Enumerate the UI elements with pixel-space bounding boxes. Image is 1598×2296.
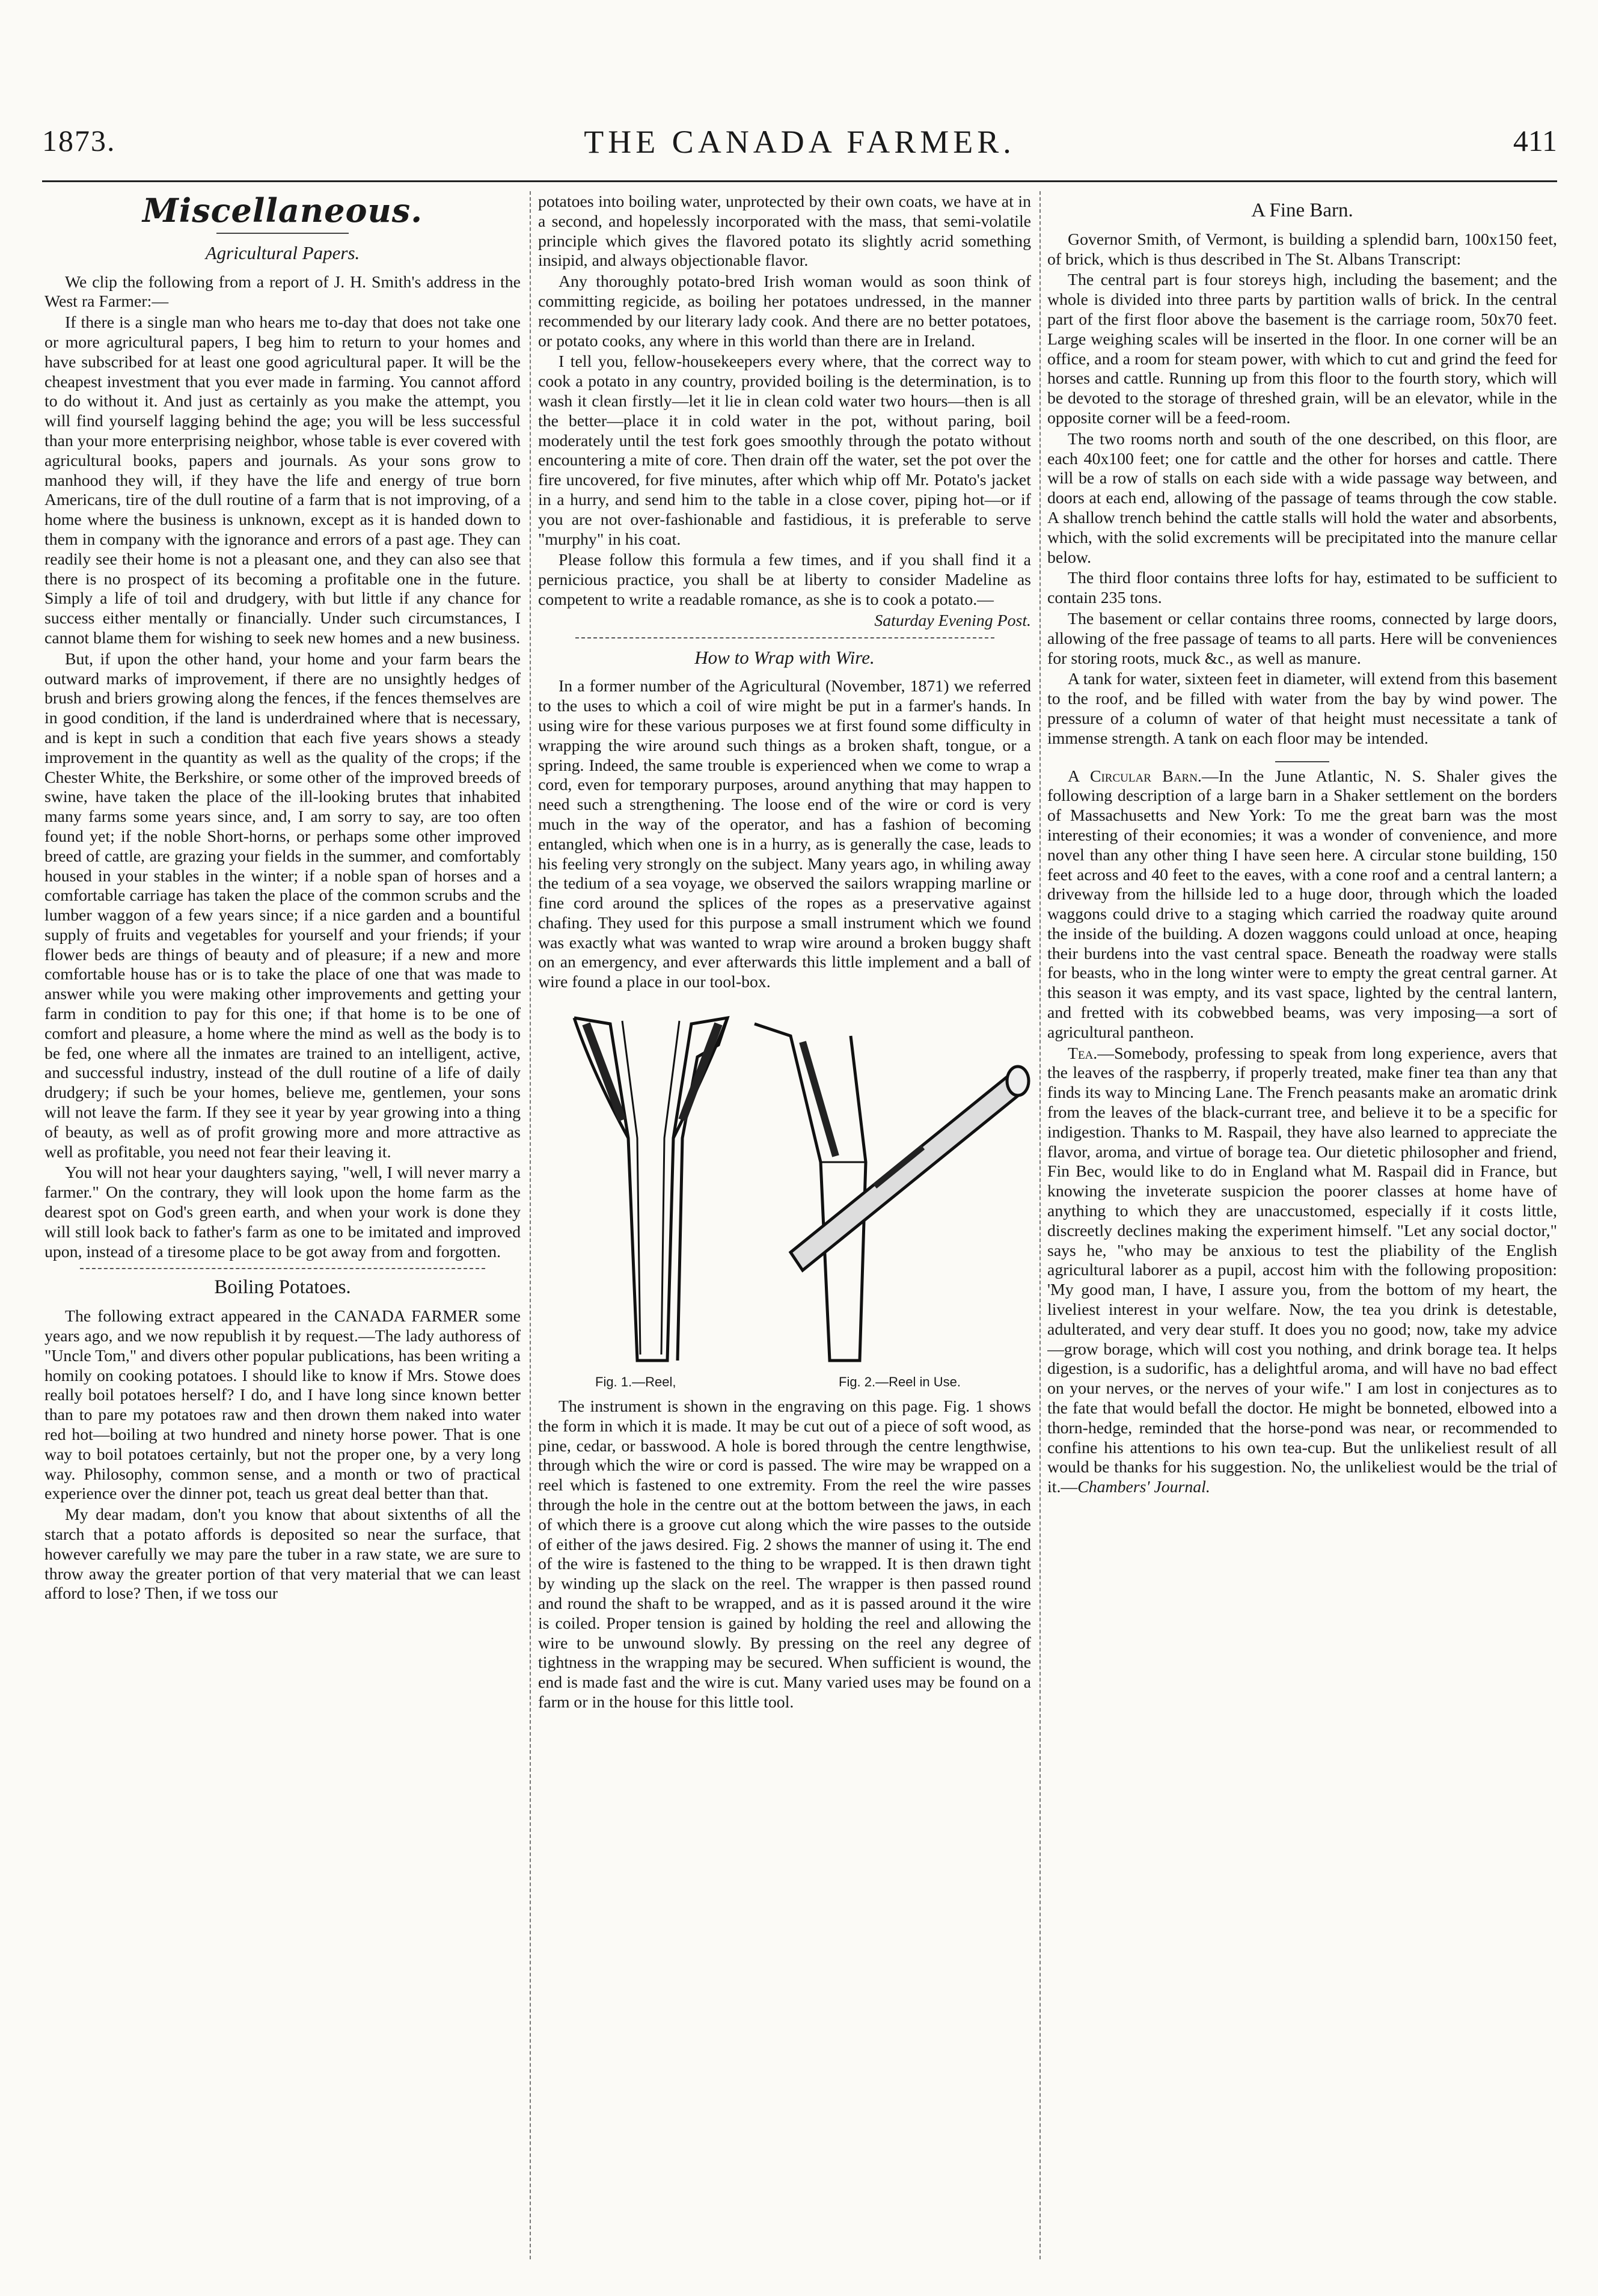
article-intro: We clip the following from a report of J. H. Smith's address in the West ra Farmer:— (44, 272, 521, 311)
article-paragraph: In a former number of the Agricultural (November, 1871) we referred to the uses to which a coil of wire might be put in a farmer's hands. In using wire for these various purposes we at first found some difficulty in wrapping the wire around such things as a broken shaft, tongue, or a spring. Indeed, the same trouble is experienced when we come to wrap a cord, even for temporary purposes, around anything that may happen to need such a strengthening. The loose end of the wire or cord is very much in the way of the operator, and has a fashion of becoming entangled, which when one is in a hurry, as is generally the case, leads to his feeling very strongly on the subject. Many years ago, in whiling away the tedium of a sea voyage, we observed the sailors wrapping marline or fine cord around the splices of the ropes as a preservative against chafing. They used for this purpose a small instrument which we found was exactly what was wanted to wrap wire around a broken buggy shaft on an emergency, and ever afterwards this little implement and a ball of wire found a place in our tool-box. (538, 677, 1031, 992)
figure-caption: Fig. 2.—Reel in Use. (839, 1374, 961, 1390)
fig2-reel-in-use (755, 1024, 1029, 1361)
article-text: —In the June Atlantic, N. S. Shaler gives the following description of a large barn in a Shaker settlement on the borders of Massachusetts and New York: To me the great barn was the most interesting of their economies; it was a wonder of convenience, and more novel than any other thing I have seen here. A circular stone building, 150 feet across and 40 feet to the eaves, with a cone roof and a central lantern; a driveway from the hillside led to a huge door, through which the loaded waggons could drive to a staging which carried the roadway quite around the inside of the building. A dozen waggons could unload at once, heaping their burdens into the vast central space. Beneath the roadway were stalls for beasts, who in the long winter were to empty the great central garner. At this season it was empty, and its vast space, lighted by the central lantern, and fretted with its cobwebbed beams, was very imposing—a sort of agricultural pantheon. (1047, 767, 1557, 1042)
article-paragraph: If there is a single man who hears me to-day that does not take one or more agricultural papers, I beg him to return to your homes and have subscribed for at least one good agricultural paper. It will be the cheapest investment that you ever made in farming. You cannot afford to do without it. And just as certainly as you make the attempt, you will find yourself lagging behind the age; you will be less successful than your more enterprising neighbor, whose table is ever covered with agricultural books, papers and journals. As your sons grow to manhood they will, if they have the life and energy of true born Americans, tire of the dull routine of a farm that is not improving, of a home where the business is unknown, except as it is handed down to them in company with the ignorance and errors of a past age. They can readily see their home is not a pleasant one, and they can also see that there is no prospect of its becoming a profitable one in the future. Simply a life of toil and drudgery, with but little if any chance for success either mentally or financially. Under such circumstances, I cannot blame them for wishing to seek new homes and a new business. (44, 313, 521, 647)
article-paragraph: I tell you, fellow-housekeepers every where, that the correct way to cook a potato in any country, provided boiling is the determination, is to wash it clean firstly—let it lie in clean cold water two hours—then is all the better—place it in cold water in the pot, without paring, boil moderately until the test fork goes smoothly through the potato without encountering a mite of core. Then drain off the water, set the pot over the fire uncovered, for five minutes, after which whip off Mr. Potato's jacket in a hurry, and send him to the table in a close cover, piping hot—or if you are not over-fashionable and fastidious, it is preferable to serve "murphy" in his coat. (538, 352, 1031, 549)
reel-engraving (538, 1000, 1031, 1373)
article-paragraph: My dear madam, don't you know that about sixtenths of all the starch that a potato affords is deposited so near the surface, that however carefully we may pare the tuber in a raw state, we are sure to throw away the greater portion of that very material that we can least afford to lose? Then, if we toss our (44, 1505, 521, 1603)
article-paragraph: Please follow this formula a few times, and if you shall find it a pernicious practice, you shall be at liberty to consider Madeline as competent to write a readable romance, as she is to cook a potato.— (538, 551, 1031, 609)
article-source: Saturday Evening Post. (874, 611, 1031, 630)
column-3 (1047, 192, 1557, 2260)
article-paragraph: Governor Smith, of Vermont, is building a splendid barn, 100x150 feet, of brick, which is thus described in The St. Albans Transcript: (1047, 230, 1557, 269)
article-title-boiling-potatoes: Boiling Potatoes. (214, 1276, 351, 1299)
divider-rule (1275, 761, 1329, 762)
page-header (42, 123, 1557, 171)
column-2 (538, 192, 1031, 2260)
runin-heading: Tea. (1068, 1044, 1098, 1063)
article-title-agricultural-papers: Agricultural Papers. (205, 242, 360, 263)
article-text: —Somebody, professing to speak from long experience, avers that the leaves of the raspberry, if properly treated, make finer tea than any that finds its way to Mincing Lane. The French peasants make an aromatic drink from the leaves of the black-currant tree, and believe it to be a specific for indigestion. Thanks to M. Raspail, they have also learned to appreciate the flavor, aroma, and virtue of borage tea. Our dietetic philosopher and friend, Fin Bec, would like to do in England what M. Raspail did in France, but knowing the inveterate suspicion the poorer classes at home have of anything to which they are unaccustomed, especially if it costs little, discreetly declines making the experiment himself. "Let any social doctor," says he, "who may be anxious to test the pliability of the English agricultural laborer as a pupil, accost him with the following proposition: 'My good man, I have, I assure you, from the bottom of my heart, the liveliest interest in your welfare. Now, the tea you drink is detestable, adulterated, and very dear stuff. It does you no good; now, take my advice—grow borage, which will cost you nothing, and drink borage tea. It helps digestion, is a sudorific, has a delightful aroma, and will have no bad effect on your nerves, or the nerves of your wife." I am lost in conjectures as to the fate that would befall the doctor. He might be bonneted, elbowed into a thorn-hedge, reminded that the horse-pond was near, or recommended to confine his attentions to his own tea-cup. But the unlikeliest result of all would be thanks for his suggestion. No, the unlikeliest would be the trial of it.— (1047, 1044, 1557, 1497)
article-paragraph: The following extract appeared in the CANADA FARMER some years ago, and we now republish it by request.—The lady authoress of "Uncle Tom," and divers other popular publications, has been writing a homily on cooking potatoes. I should like to know if Mrs. Stowe does really boil potatoes herself? I do, and I have long since known better than to pare my potatoes raw and then drown them naked into water red hot—boiling at two hundred and ninety horse power. That is one way to boil potatoes certainly, but not the proper one, by a very long way. Philosophy, common sense, and a month or two of practical experience over the dinner pot, teach us great deal better than that. (44, 1307, 521, 1504)
article-paragraph: The basement or cellar contains three rooms, connected by large doors, allowing of the free passage of teams to all parts. Here will be conveniences for storing roots, muck &c., as well as manure. (1047, 609, 1557, 668)
article-paragraph: The instrument is shown in the engraving on this page. Fig. 1 shows the form in which it is made. It may be cut out of a piece of soft wood, as pine, cedar, or basswood. A hole is bored through the centre lengthwise, through which the wire or cord is passed. The wire may be wrapped on a reel which is fastened to one extremity. From the reel the wire passes through the hole in the centre out at the bottom between the jaws, in each of which there is a groove cut along which the wire passes to the outside of either of the jaws desired. Fig. 2 shows the manner of using it. The end of the wire is fastened to the thing to be wrapped. It is then drawn tight by winding up the slack on the reel. The wrapper is then passed round and round the shaft to be wrapped, and as it is passed around it the wire is coiled. Proper tension is gained by holding the reel and allowing the wire to be unwound slowly. By pressing on the reel any degree of tightness in the wrapping may be secured. When sufficient is wound, the end is made fast and the wire is cut. Many varied uses may be found on a farm or in the house for this little tool. (538, 1397, 1031, 1712)
article-paragraph: But, if upon the other hand, your home and your farm bears the outward marks of improvement, if there are no unsightly hedges of brush and briers growing along the fences, if the fences themselves are in good condition, if the land is underdrained where that is necessary, and is kept in such a condition that each five years shows a steady improvement in the quantity as well as the quality of the crops; if the Chester White, the Berkshire, or some other of the improved breeds of swine, have taken the place of the ill-looking brutes that inhabited many farms some years since, and, I am sorry to say, are too often found yet; if the noble Short-horns, or perhaps some other improved breed of cattle, are grazing your fields in the summer, and comfortably housed in your stables in the winter; if a noble span of horses and a comfortable carriage has taken the place of the common scrubs and the lumber waggon of a few years since; if a nice garden and a bountiful supply of fruits and vegetables for yourself and your friends; if your flower beds are things of beauty and of pleasure; if a new and more comfortable house has or is to take the place of one that was made to answer while you were making other improvements and getting your farm in condition to pay for this one; if that home is to be one of comfort and pleasure, a home where the mind as well as the body is to be fed, one where all the inmates are trained to an intelligent, active, and successful industry, instead of the dull routine of a life of daily drudgery; if such be your homes, believe me, gentlemen, your sons will not leave the farm. If they see it year by year growing into a thing of beauty, as well as of profit growing more and more attractive as well as profitable, you need not fear their leaving it. (44, 649, 521, 1162)
article-paragraph: The central part is four storeys high, including the basement; and the whole is divided into three parts by partition walls of brick. In the central part of the first floor above the basement is the carriage room, 50x70 feet. Large weighing scales will be inserted in the floor. In one corner will be an office, and a room for steam power, with which to cut and grind the feed for horses and cattle. Running up from this floor to the fourth story, which will be devoted to the storage of threshed grain, will be an elevator, while in the opposite corner will be a feed-room. (1047, 271, 1557, 427)
article-paragraph: The third floor contains three lofts for hay, estimated to be sufficient to contain 235 tons. (1047, 569, 1557, 608)
article-paragraph (1047, 1044, 1557, 1498)
header-rule (42, 180, 1557, 182)
reel-illustration (538, 1000, 1031, 1394)
fig1-reel (574, 1018, 727, 1361)
article-paragraph (1047, 767, 1557, 1043)
newspaper-title: THE CANADA FARMER. (584, 124, 1015, 160)
column-divider (530, 191, 531, 2259)
divider-rule (575, 637, 994, 638)
figure-caption: Fig. 1.—Reel, (595, 1374, 676, 1390)
column-divider (1039, 191, 1041, 2259)
divider-rule (216, 233, 349, 234)
article-paragraph: potatoes into boiling water, unprotected by their own coats, we have at in a second, and hopelessly incorporated with the mass, that semi-volatile principle which gives the flavored potato its slightly acrid something insipid, and always objectionable flavor. (538, 192, 1031, 271)
article-paragraph: A tank for water, sixteen feet in diameter, will extend from this basement to the roof, and be filled with water from the bay by wind power. The pressure of a column of water of that height must necessitate a tank of immense strength. A tank on each floor may be intended. (1047, 670, 1557, 748)
page-number: 411 (1513, 124, 1557, 158)
article-paragraph: Any thoroughly potato-bred Irish woman would as soon think of committing regicide, as boiling her potatoes undressed, in the manner recommended by our literary lady cook. And there are no better potatoes, or potato cooks, any where in this world than there are in Ireland. (538, 272, 1031, 351)
column-1 (44, 192, 521, 2260)
article-paragraph: You will not hear your daughters saying, "well, I will never marry a farmer." On the contrary, they will look upon the home farm as the dearest spot on God's green earth, and when your work is done they will still look back to father's farm as one to be imitated and improved upon, instead of a tiresome place to be got away from and forgotten. (44, 1163, 521, 1261)
article-paragraph: The two rooms north and south of the one described, on this floor, are each 40x100 feet; one for cattle and the other for horses and cattle. There will be a row of stalls on each side with a wide passage way between, and doors at each end, allowing of the passage of teams through the cow stable. A shallow trench behind the cattle stalls will hold the water and absorbents, which, with the solid excrements will be precipitated into the manure cellar below. (1047, 429, 1557, 567)
page-year: 1873. (42, 124, 116, 158)
runin-heading: A Circular Barn. (1068, 767, 1202, 786)
divider-rule (80, 1268, 485, 1269)
article-source: Chambers' Journal. (1077, 1478, 1210, 1497)
article-title-wrap-with-wire: How to Wrap with Wire. (694, 646, 875, 668)
article-title-fine-barn: A Fine Barn. (1251, 200, 1353, 221)
section-heading: Miscellaneous. (142, 192, 423, 230)
